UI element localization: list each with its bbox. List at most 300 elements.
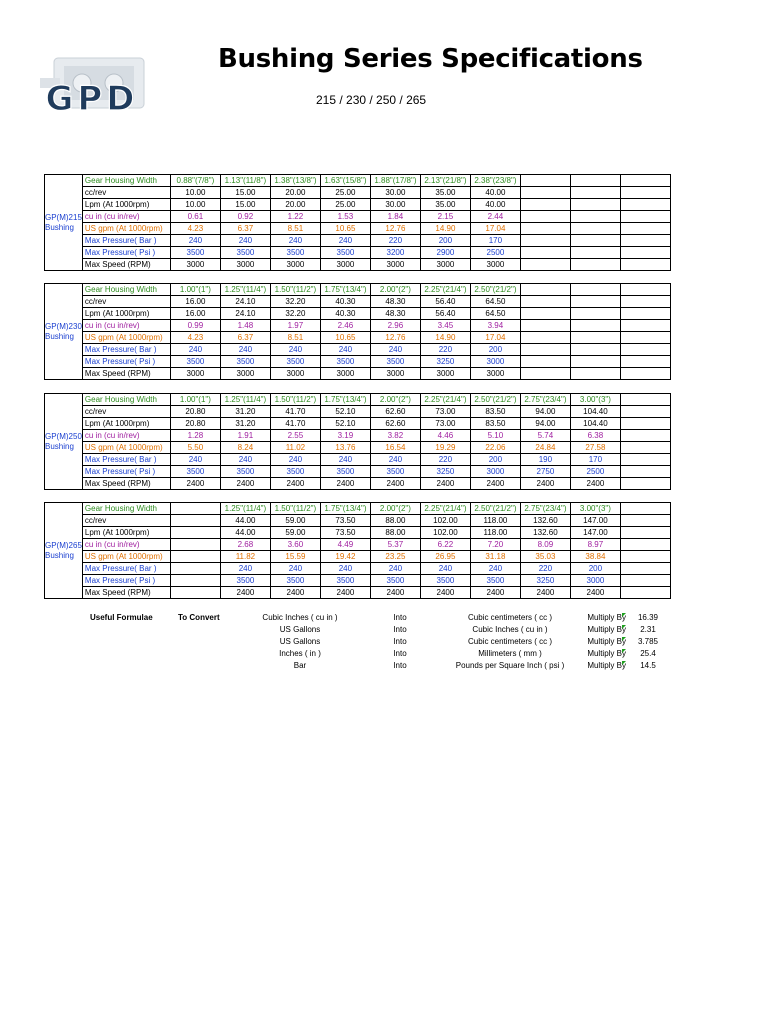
- value-cell: [620, 418, 670, 430]
- value-cell: [520, 235, 570, 247]
- value-cell: 3000: [170, 368, 220, 380]
- value-cell: [520, 296, 570, 308]
- value-cell: 38.84: [570, 551, 620, 563]
- spec-table: [44, 393, 671, 490]
- row-label: cu in (cu in/rev): [82, 430, 170, 442]
- value-cell: 17.04: [470, 332, 520, 344]
- width-cell: [520, 175, 570, 187]
- series-type: Bushing: [45, 441, 74, 451]
- series-name: GP(M)250: [45, 431, 82, 441]
- row-label: cu in (cu in/rev): [82, 539, 170, 551]
- value-cell: 94.00: [520, 418, 570, 430]
- value-cell: 240: [370, 344, 420, 356]
- value-cell: 240: [320, 344, 370, 356]
- value-cell: 3500: [320, 247, 370, 259]
- row-label: US gpm (At 1000rpm): [82, 442, 170, 454]
- value-cell: 4.49: [320, 539, 370, 551]
- value-cell: 10.00: [170, 187, 220, 199]
- width-cell: 2.50"(21/2"): [470, 394, 520, 406]
- value-cell: [570, 247, 620, 259]
- value-cell: 15.00: [220, 199, 270, 211]
- table-row: [45, 332, 671, 344]
- value-cell: 220: [420, 454, 470, 466]
- value-cell: 200: [470, 344, 520, 356]
- convert-from: Bar: [293, 661, 307, 670]
- row-label: cu in (cu in/rev): [82, 211, 170, 223]
- value-cell: 240: [270, 563, 320, 575]
- value-cell: 6.38: [570, 430, 620, 442]
- value-cell: 4.23: [170, 332, 220, 344]
- value-cell: 0.61: [170, 211, 220, 223]
- value-cell: [570, 344, 620, 356]
- multiply-factor: 2.31: [640, 625, 656, 634]
- formulae-heading: Useful Formulae: [90, 613, 153, 622]
- value-cell: 2.68: [220, 539, 270, 551]
- width-cell: 1.75"(13/4"): [320, 394, 370, 406]
- value-cell: 1.22: [270, 211, 320, 223]
- width-cell: 3.00"(3"): [570, 394, 620, 406]
- value-cell: 3500: [220, 247, 270, 259]
- value-cell: [170, 515, 220, 527]
- value-cell: 24.10: [220, 308, 270, 320]
- value-cell: [620, 442, 670, 454]
- value-cell: 13.76: [320, 442, 370, 454]
- value-cell: 220: [520, 563, 570, 575]
- row-label: Lpm (At 1000rpm): [82, 308, 170, 320]
- multiply-label: Multiply By: [587, 661, 626, 670]
- value-cell: 147.00: [570, 527, 620, 539]
- width-cell: 1.50"(11/2"): [270, 394, 320, 406]
- value-cell: 240: [320, 235, 370, 247]
- value-cell: 19.42: [320, 551, 370, 563]
- value-cell: 35.00: [420, 187, 470, 199]
- row-label: Gear Housing Width: [82, 284, 170, 296]
- row-label: Lpm (At 1000rpm): [82, 418, 170, 430]
- table-row: [45, 320, 671, 332]
- value-cell: 32.20: [270, 308, 320, 320]
- table-row: [45, 394, 671, 406]
- value-cell: [520, 308, 570, 320]
- table-row: [45, 551, 671, 563]
- value-cell: 59.00: [270, 515, 320, 527]
- value-cell: 240: [470, 563, 520, 575]
- value-cell: 25.00: [320, 199, 370, 211]
- width-cell: [520, 284, 570, 296]
- value-cell: 3.45: [420, 320, 470, 332]
- value-cell: 5.10: [470, 430, 520, 442]
- value-cell: 56.40: [420, 296, 470, 308]
- value-cell: 6.37: [220, 332, 270, 344]
- value-cell: 3000: [470, 466, 520, 478]
- value-cell: 3500: [370, 356, 420, 368]
- row-label: US gpm (At 1000rpm): [82, 223, 170, 235]
- value-cell: [570, 320, 620, 332]
- value-cell: [620, 539, 670, 551]
- value-cell: [170, 527, 220, 539]
- value-cell: [620, 563, 670, 575]
- row-label: Max Pressure( Bar ): [82, 563, 170, 575]
- value-cell: 5.37: [370, 539, 420, 551]
- value-cell: 2500: [470, 247, 520, 259]
- value-cell: 2400: [520, 587, 570, 599]
- value-cell: 8.51: [270, 223, 320, 235]
- table-row: [45, 539, 671, 551]
- value-cell: [570, 199, 620, 211]
- table-row: [45, 356, 671, 368]
- value-cell: 3500: [170, 356, 220, 368]
- value-cell: 30.00: [370, 187, 420, 199]
- value-cell: 56.40: [420, 308, 470, 320]
- into-label: Into: [393, 613, 407, 622]
- table-row: [45, 454, 671, 466]
- row-label: Lpm (At 1000rpm): [82, 199, 170, 211]
- row-label: Max Pressure( Bar ): [82, 235, 170, 247]
- series-label: [45, 175, 83, 271]
- width-cell: 2.00"(2"): [370, 394, 420, 406]
- row-label: Gear Housing Width: [82, 503, 170, 515]
- convert-from: Cubic Inches ( cu in ): [262, 613, 338, 622]
- value-cell: 3.94: [470, 320, 520, 332]
- value-cell: 44.00: [220, 527, 270, 539]
- width-cell: 2.25"(21/4"): [420, 503, 470, 515]
- value-cell: 104.40: [570, 418, 620, 430]
- value-cell: 17.04: [470, 223, 520, 235]
- value-cell: 2400: [220, 587, 270, 599]
- multiply-factor: 16.39: [637, 613, 659, 622]
- value-cell: [570, 308, 620, 320]
- value-cell: [520, 320, 570, 332]
- value-cell: 240: [420, 563, 470, 575]
- value-cell: [520, 356, 570, 368]
- value-cell: 240: [170, 454, 220, 466]
- value-cell: 240: [320, 563, 370, 575]
- value-cell: 3000: [420, 368, 470, 380]
- width-cell: [620, 284, 670, 296]
- value-cell: 24.10: [220, 296, 270, 308]
- value-cell: [620, 575, 670, 587]
- value-cell: [170, 563, 220, 575]
- value-cell: 62.60: [370, 406, 420, 418]
- value-cell: 240: [270, 344, 320, 356]
- value-cell: [520, 187, 570, 199]
- value-cell: 3250: [420, 466, 470, 478]
- convert-to: Cubic centimeters ( cc ): [467, 637, 553, 646]
- table-row: [45, 199, 671, 211]
- row-label: Gear Housing Width: [82, 394, 170, 406]
- value-cell: [620, 527, 670, 539]
- width-cell: 2.13"(21/8"): [420, 175, 470, 187]
- value-cell: [620, 454, 670, 466]
- value-cell: 240: [270, 235, 320, 247]
- value-cell: 2.44: [470, 211, 520, 223]
- value-cell: [620, 344, 670, 356]
- multiply-factor: 14.5: [640, 661, 656, 670]
- value-cell: 5.50: [170, 442, 220, 454]
- value-cell: 73.00: [420, 418, 470, 430]
- width-cell: 1.13"(11/8"): [220, 175, 270, 187]
- row-label: cc/rev: [82, 187, 170, 199]
- table-row: [45, 247, 671, 259]
- series-name: GP(M)215: [45, 212, 82, 222]
- value-cell: 3200: [370, 247, 420, 259]
- value-cell: 240: [320, 454, 370, 466]
- value-cell: 2400: [320, 587, 370, 599]
- page-subtitle: 215 / 230 / 250 / 265: [316, 93, 427, 107]
- value-cell: 2750: [520, 466, 570, 478]
- value-cell: 6.22: [420, 539, 470, 551]
- value-cell: 31.18: [470, 551, 520, 563]
- table-row: [45, 259, 671, 271]
- convert-from: Inches ( in ): [279, 649, 321, 658]
- value-cell: [620, 308, 670, 320]
- cell-comment-indicator: [622, 637, 626, 641]
- row-label: US gpm (At 1000rpm): [82, 332, 170, 344]
- value-cell: 40.00: [470, 199, 520, 211]
- row-label: Gear Housing Width: [82, 175, 170, 187]
- multiply-label: Multiply By: [587, 625, 626, 634]
- value-cell: [570, 296, 620, 308]
- value-cell: 102.00: [420, 527, 470, 539]
- value-cell: [620, 296, 670, 308]
- value-cell: 20.80: [170, 406, 220, 418]
- value-cell: 48.30: [370, 296, 420, 308]
- value-cell: 102.00: [420, 515, 470, 527]
- multiply-factor: 25.4: [640, 649, 656, 658]
- value-cell: 11.02: [270, 442, 320, 454]
- value-cell: 2400: [470, 587, 520, 599]
- value-cell: 104.40: [570, 406, 620, 418]
- value-cell: 3000: [270, 368, 320, 380]
- table-row: [45, 503, 671, 515]
- value-cell: 7.20: [470, 539, 520, 551]
- width-cell: [620, 503, 670, 515]
- row-label: cu in (cu in/rev): [82, 320, 170, 332]
- value-cell: [620, 223, 670, 235]
- width-cell: 2.75"(23/4"): [520, 394, 570, 406]
- value-cell: 11.82: [220, 551, 270, 563]
- value-cell: 23.25: [370, 551, 420, 563]
- series-label: [45, 394, 83, 490]
- width-cell: 1.00"(1"): [170, 394, 220, 406]
- value-cell: 8.09: [520, 539, 570, 551]
- value-cell: 170: [470, 235, 520, 247]
- value-cell: 240: [220, 563, 270, 575]
- cell-comment-indicator: [622, 625, 626, 629]
- into-label: Into: [393, 661, 407, 670]
- row-label: Max Pressure( Psi ): [82, 247, 170, 259]
- value-cell: 27.58: [570, 442, 620, 454]
- value-cell: 2900: [420, 247, 470, 259]
- value-cell: 15.59: [270, 551, 320, 563]
- value-cell: 3.19: [320, 430, 370, 442]
- value-cell: 2400: [470, 478, 520, 490]
- value-cell: [570, 211, 620, 223]
- value-cell: 3500: [420, 575, 470, 587]
- value-cell: 19.29: [420, 442, 470, 454]
- table-row: [45, 211, 671, 223]
- table-row: [45, 187, 671, 199]
- spec-section-1: [44, 174, 671, 271]
- value-cell: 200: [470, 454, 520, 466]
- value-cell: 10.65: [320, 223, 370, 235]
- value-cell: [620, 235, 670, 247]
- value-cell: 240: [370, 454, 420, 466]
- width-cell: 1.00"(1"): [170, 284, 220, 296]
- width-cell: 1.88"(17/8"): [370, 175, 420, 187]
- convert-to: Cubic centimeters ( cc ): [467, 613, 553, 622]
- value-cell: 2400: [420, 478, 470, 490]
- row-label: cc/rev: [82, 406, 170, 418]
- value-cell: 3000: [320, 368, 370, 380]
- convert-to: Cubic Inches ( cu in ): [472, 625, 548, 634]
- table-row: [45, 406, 671, 418]
- spec-table: [44, 502, 671, 599]
- width-cell: [570, 175, 620, 187]
- value-cell: 3.82: [370, 430, 420, 442]
- into-label: Into: [393, 649, 407, 658]
- table-row: [45, 442, 671, 454]
- value-cell: 190: [520, 454, 570, 466]
- width-cell: 2.25"(21/4"): [420, 394, 470, 406]
- value-cell: 16.00: [170, 296, 220, 308]
- row-label: Max Pressure( Psi ): [82, 466, 170, 478]
- width-cell: 1.25"(11/4"): [220, 284, 270, 296]
- table-row: [45, 368, 671, 380]
- value-cell: 2.46: [320, 320, 370, 332]
- cell-comment-indicator: [622, 613, 626, 617]
- value-cell: 88.00: [370, 527, 420, 539]
- value-cell: 5.74: [520, 430, 570, 442]
- spec-section-3: [44, 393, 671, 490]
- value-cell: 3500: [320, 356, 370, 368]
- width-cell: 2.00"(2"): [370, 503, 420, 515]
- value-cell: 0.92: [220, 211, 270, 223]
- value-cell: 1.91: [220, 430, 270, 442]
- value-cell: 220: [420, 344, 470, 356]
- series-type: Bushing: [45, 550, 74, 560]
- value-cell: 170: [570, 454, 620, 466]
- value-cell: 64.50: [470, 308, 520, 320]
- value-cell: 16.54: [370, 442, 420, 454]
- table-row: [45, 418, 671, 430]
- row-label: Max Pressure( Bar ): [82, 344, 170, 356]
- value-cell: 3500: [220, 575, 270, 587]
- value-cell: 2400: [520, 478, 570, 490]
- value-cell: 200: [420, 235, 470, 247]
- width-cell: 2.75"(23/4"): [520, 503, 570, 515]
- row-label: Max Speed (RPM): [82, 478, 170, 490]
- value-cell: 2400: [170, 478, 220, 490]
- convert-from: US Gallons: [279, 637, 321, 646]
- value-cell: 2400: [570, 587, 620, 599]
- value-cell: 3500: [320, 466, 370, 478]
- value-cell: 48.30: [370, 308, 420, 320]
- cell-comment-indicator: [622, 649, 626, 653]
- series-name: GP(M)265: [45, 540, 82, 550]
- value-cell: 3000: [220, 259, 270, 271]
- into-label: Into: [393, 637, 407, 646]
- value-cell: [620, 259, 670, 271]
- value-cell: 3000: [470, 356, 520, 368]
- value-cell: 240: [220, 235, 270, 247]
- width-cell: 1.50"(11/2"): [270, 284, 320, 296]
- value-cell: 22.06: [470, 442, 520, 454]
- value-cell: [570, 356, 620, 368]
- value-cell: 2400: [270, 478, 320, 490]
- series-name: GP(M)230: [45, 321, 82, 331]
- row-label: Max Speed (RPM): [82, 368, 170, 380]
- width-cell: 2.00"(2"): [370, 284, 420, 296]
- convert-to: Millimeters ( mm ): [478, 649, 542, 658]
- spec-table: [44, 283, 671, 380]
- into-label: Into: [393, 625, 407, 634]
- table-row: [45, 235, 671, 247]
- width-cell: 1.25"(11/4"): [220, 503, 270, 515]
- row-label: US gpm (At 1000rpm): [82, 551, 170, 563]
- value-cell: 52.10: [320, 406, 370, 418]
- width-cell: [170, 503, 220, 515]
- width-cell: [620, 394, 670, 406]
- table-row: [45, 575, 671, 587]
- value-cell: [620, 478, 670, 490]
- value-cell: 2400: [270, 587, 320, 599]
- multiply-label: Multiply By: [587, 649, 626, 658]
- value-cell: 10.00: [170, 199, 220, 211]
- value-cell: 3000: [170, 259, 220, 271]
- page-title: Bushing Series Specifications: [218, 44, 643, 74]
- table-row: [45, 223, 671, 235]
- value-cell: 3500: [220, 356, 270, 368]
- value-cell: 44.00: [220, 515, 270, 527]
- value-cell: 240: [220, 344, 270, 356]
- convert-to: Pounds per Square Inch ( psi ): [455, 661, 565, 670]
- value-cell: 118.00: [470, 515, 520, 527]
- value-cell: 20.00: [270, 199, 320, 211]
- value-cell: 1.53: [320, 211, 370, 223]
- value-cell: 2400: [220, 478, 270, 490]
- value-cell: [620, 430, 670, 442]
- value-cell: [620, 187, 670, 199]
- value-cell: 35.00: [420, 199, 470, 211]
- convert-from: US Gallons: [279, 625, 321, 634]
- value-cell: 62.60: [370, 418, 420, 430]
- value-cell: 40.30: [320, 296, 370, 308]
- value-cell: 88.00: [370, 515, 420, 527]
- value-cell: 2400: [420, 587, 470, 599]
- gpd-logo: [30, 44, 160, 134]
- value-cell: 3500: [170, 466, 220, 478]
- value-cell: 12.76: [370, 223, 420, 235]
- value-cell: 2.55: [270, 430, 320, 442]
- value-cell: 3000: [370, 259, 420, 271]
- value-cell: [570, 187, 620, 199]
- value-cell: [570, 332, 620, 344]
- value-cell: 31.20: [220, 406, 270, 418]
- table-row: [45, 296, 671, 308]
- value-cell: [520, 368, 570, 380]
- width-cell: [620, 175, 670, 187]
- value-cell: 8.97: [570, 539, 620, 551]
- value-cell: 3500: [320, 575, 370, 587]
- width-cell: [570, 284, 620, 296]
- value-cell: 35.03: [520, 551, 570, 563]
- row-label: Max Pressure( Bar ): [82, 454, 170, 466]
- table-row: [45, 308, 671, 320]
- spec-table: [44, 174, 671, 271]
- value-cell: 59.00: [270, 527, 320, 539]
- series-label: [45, 284, 83, 380]
- value-cell: 52.10: [320, 418, 370, 430]
